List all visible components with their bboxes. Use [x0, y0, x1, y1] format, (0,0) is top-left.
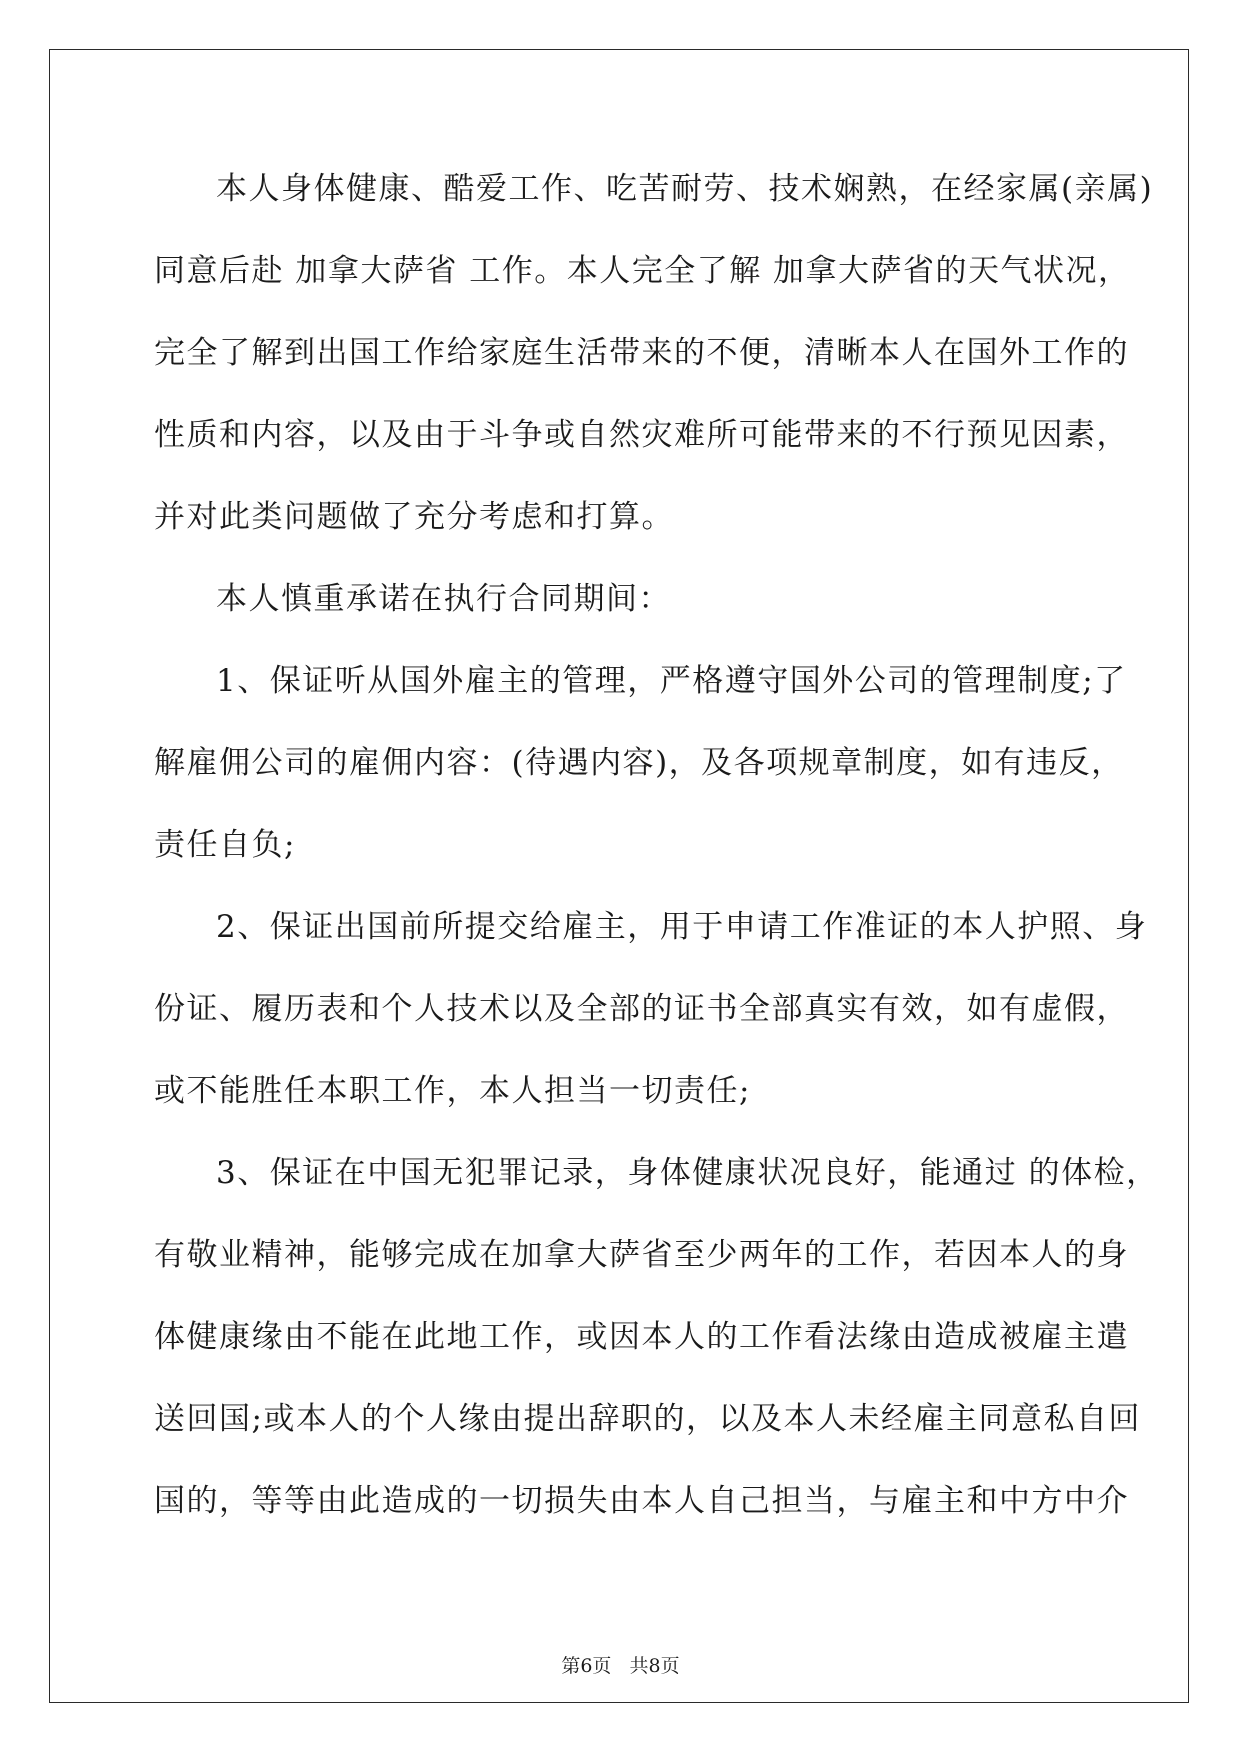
text-line: 性质和内容，以及由于斗争或自然灾难所可能带来的不行预见因素，: [154, 417, 1129, 453]
text-line: 2、保证出国前所提交给雇主，用于申请工作准证的本人护照、身: [216, 909, 1148, 945]
text-line: 本人慎重承诺在执行合同期间：: [216, 581, 671, 617]
text-line: 本人身体健康、酷爱工作、吃苦耐劳、技术娴熟，在经家属(亲属): [216, 171, 1154, 207]
text-line: 同意后赴 加拿大萨省 工作。本人完全了解 加拿大萨省的天气状况，: [154, 253, 1131, 289]
page-number-footer: 第6页 共8页: [561, 1655, 680, 1677]
text-line: 份证、履历表和个人技术以及全部的证书全部真实有效，如有虚假，: [154, 991, 1129, 1027]
text-line: 解雇佣公司的雇佣内容：(待遇内容)，及各项规章制度，如有违反，: [154, 745, 1124, 781]
text-line: 送回国;或本人的个人缘由提出辞职的，以及本人未经雇主同意私自回: [154, 1401, 1141, 1437]
text-line: 并对此类问题做了充分考虑和打算。: [154, 499, 674, 535]
text-line: 体健康缘由不能在此地工作，或因本人的工作看法缘由造成被雇主遣: [154, 1319, 1129, 1355]
text-line: 3、保证在中国无犯罪记录，身体健康状况良好，能通过 的体检，: [216, 1155, 1159, 1191]
text-line: 或不能胜任本职工作，本人担当一切责任;: [154, 1073, 751, 1109]
text-line: 国的，等等由此造成的一切损失由本人自己担当，与雇主和中方中介: [154, 1483, 1129, 1519]
text-line: 1、保证听从国外雇主的管理，严格遵守国外公司的管理制度;了: [216, 663, 1127, 699]
text-line: 责任自负;: [154, 827, 296, 863]
text-line: 完全了解到出国工作给家庭生活带来的不便，清晰本人在国外工作的: [154, 335, 1129, 371]
text-line: 有敬业精神，能够完成在加拿大萨省至少两年的工作，若因本人的身: [154, 1237, 1129, 1273]
document-body: [154, 158, 1159, 1552]
